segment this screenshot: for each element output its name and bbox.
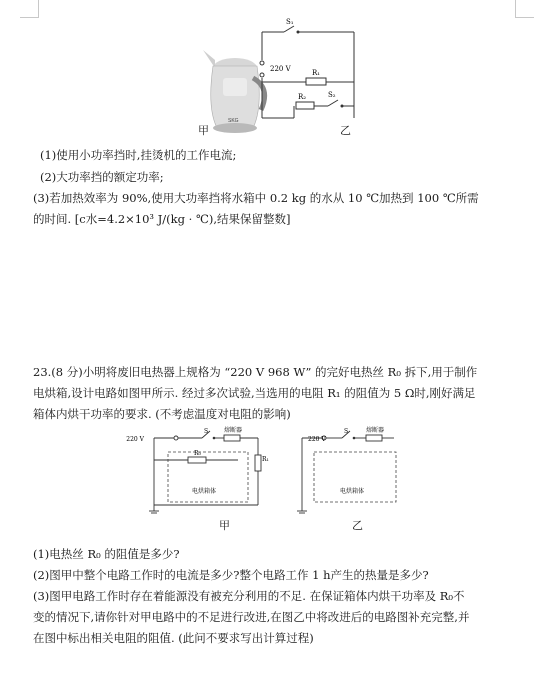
circuit-diagram-2-jia (126, 425, 278, 515)
fuse-label-jia: 熔断器 (224, 427, 243, 434)
switch2-label: S₂ (328, 91, 336, 99)
r0-label-jia: R₀ (194, 450, 201, 457)
q23-part3-line3: 在图中标出相关电阻的阻值. (此问不要求写出计算过程) (33, 631, 314, 645)
r1-label-jia: R₁ (262, 456, 269, 463)
resistor2-label: R₂ (298, 93, 307, 101)
crop-mark-left-v (38, 0, 39, 18)
q22-part1: (1)使用小功率挡时,挂烫机的工作电流; (40, 148, 237, 162)
voltage-label-2: 220 V (126, 436, 144, 443)
q23-part1: (1)电热丝 R₀ 的阻值是多少? (33, 547, 180, 561)
circuit-diagram-2-yi (296, 425, 416, 515)
q22-part2: (2)大功率挡的额定功率; (40, 170, 164, 184)
q23-intro-line1: 23.(8 分)小明将废旧电热器上规格为 “220 V 968 W” 的完好电热丝 R₀ 拆下,用于制作 (33, 365, 478, 379)
fuse-label-yi: 熔断器 (366, 427, 385, 434)
switch1-label: S₁ (286, 18, 294, 26)
figure1-label-yi: 乙 (340, 124, 351, 137)
q22-part3-line2: 的时间. [c水=4.2×10³ J/(kg · ℃),结果保留整数] (33, 212, 291, 226)
switch-label-2-jia: S (204, 428, 209, 435)
crop-mark-right-h (515, 17, 534, 18)
box-label-jia: 电烘箱体 (192, 488, 217, 495)
switch-label-2-yi: S (344, 428, 349, 435)
figure2-label-yi: 乙 (352, 519, 363, 532)
circuit-diagram-1 (256, 20, 376, 125)
q23-intro-line2: 电烘箱,设计电路如图甲所示. 经过多次试验,当选用的电阻 R₁ 的阻值为 5 Ω时,刚好满足 (33, 386, 476, 400)
q23-part3-line2: 变的情况下,请你针对甲电路中的不足进行改进,在图乙中将改进后的电路图补充完整,并 (33, 610, 470, 624)
figure1-label-jia: 甲 (198, 124, 209, 137)
resistor1-label: R₁ (312, 69, 321, 77)
q23-intro-line3: 箱体内烘干功率的要求. (不考虑温度对电阻的影响) (33, 407, 291, 421)
crop-mark-left-h (20, 17, 39, 18)
q22-part3-line1: (3)若加热效率为 90%,使用大功率挡将水箱中 0.2 kg 的水从 10 ℃加热到 100 ℃所需 (33, 191, 479, 205)
q23-part3-line1: (3)图甲电路工作时存在着能源没有被充分利用的不足. 在保证箱体内烘干功率及 R₀不 (33, 589, 465, 603)
q23-part2: (2)图甲中整个电路工作时的电流是多少?整个电路工作 1 h产生的热量是多少? (33, 568, 429, 582)
steamer-brand-text: SKG (228, 118, 239, 124)
crop-mark-right-v (515, 0, 516, 18)
voltage-label-1: 220 V (270, 65, 291, 73)
voltage-label-2-yi: 220 V (308, 436, 326, 443)
box-label-yi: 电烘箱体 (340, 488, 365, 495)
figure2-label-jia: 甲 (219, 519, 230, 532)
